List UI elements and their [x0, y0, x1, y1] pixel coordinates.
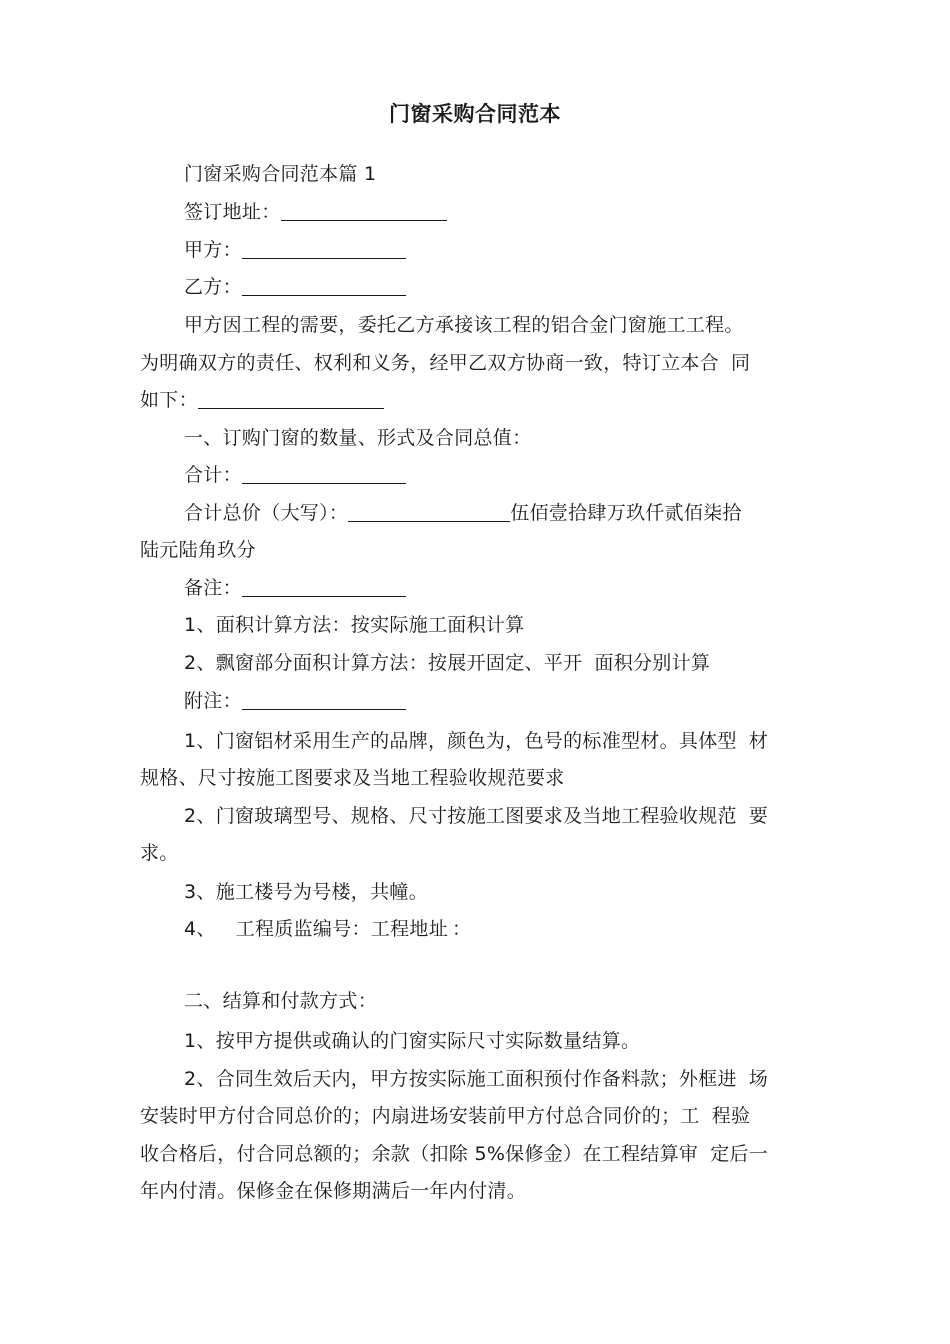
- total-label: 合计：: [184, 464, 242, 486]
- appendix-item-2-text: 2、门窗玻璃型号、规格、尺寸按施工图要求及当地工程验收规范: [184, 805, 737, 827]
- party-b-label: 乙方：: [184, 276, 242, 298]
- payment-item-2-line-3: [140, 1141, 768, 1167]
- intro-line-2-tail: 同: [731, 352, 751, 374]
- party-a-blank: [242, 238, 406, 259]
- appendix-item-4-num: 4、: [184, 918, 216, 940]
- party-a-label: 甲方：: [184, 239, 242, 261]
- payment-item-2-line-1-text: 2、合同生效后天内，甲方按实际施工面积预付作备料款；外框进: [184, 1068, 737, 1090]
- remark-item-2-b: 面积分别计算: [594, 652, 711, 674]
- payment-item-1: 1、按甲方提供或确认的门窗实际尺寸实际数量结算。: [184, 1030, 641, 1052]
- party-a-row: [184, 237, 406, 263]
- intro-blank: [198, 388, 384, 409]
- section-2-heading: 二、结算和付款方式：: [184, 990, 378, 1012]
- party-b-row: [184, 274, 406, 300]
- payment-item-2-line-3-text: 收合格后，付合同总额的；余款（扣除 5%保修金）在工程结算审: [140, 1143, 699, 1165]
- payment-item-2-line-2: [140, 1103, 750, 1129]
- section-title: 门窗采购合同范本篇 1: [184, 163, 377, 185]
- payment-item-2-line-2-text: 安装时甲方付合同总价的；内扇进场安装前甲方付总合同价的；工: [140, 1105, 700, 1127]
- payment-item-2-line-3-tail: 定后一: [710, 1143, 769, 1165]
- appendix-item-2-line-1: [184, 803, 768, 829]
- remark-item-2: [184, 650, 710, 676]
- payment-item-2-line-4: 年内付清。保修金在保修期满后一年内付清。: [140, 1180, 527, 1202]
- appendix-item-4-colon: ：: [452, 918, 472, 940]
- document-title: 门窗采购合同范本: [389, 102, 561, 126]
- appendix-item-2-tail: 要: [748, 805, 769, 827]
- appendix-label: 附注：: [184, 690, 242, 712]
- appendix-item-4-text: 工程质监编号：工程地址: [235, 918, 449, 940]
- total-price-value-cont: 陆元陆角玖分: [140, 539, 256, 561]
- appendix-item-1-line-2: 规格、尺寸按施工图要求及当地工程验收规范要求: [140, 767, 565, 789]
- appendix-item-4: [184, 916, 471, 942]
- total-price-label: 合计总价（大写）：: [184, 502, 349, 524]
- total-blank: [242, 463, 406, 484]
- section-1-heading: 一、订购门窗的数量、形式及合同总值：: [184, 427, 532, 449]
- appendix-item-2-line-2: 求。: [140, 842, 179, 864]
- intro-line-1: 甲方因工程的需要，委托乙方承接该工程的铝合金门窗施工工程。: [184, 314, 744, 336]
- intro-line-2-text: 为明确双方的责任、权利和义务，经甲乙双方协商一致，特订立本合: [140, 352, 720, 374]
- appendix-item-1-text: 1、门窗铝材采用生产的品牌，颜色为，色号的标准型材。具体型: [184, 730, 737, 752]
- sign-place-blank: [281, 200, 447, 221]
- payment-item-2-line-1-tail: 场: [748, 1068, 769, 1090]
- total-price-blank: [348, 501, 510, 522]
- total-price-row: [184, 500, 742, 526]
- total-row: [184, 462, 406, 488]
- remark-blank: [242, 576, 406, 597]
- intro-line-2: [140, 350, 750, 376]
- party-b-blank: [242, 275, 406, 296]
- remark-label: 备注：: [184, 577, 242, 599]
- remark-item-2-a: 2、飘窗部分面积计算方法：按展开固定、平开: [184, 652, 583, 674]
- appendix-item-1-tail: 材: [748, 730, 769, 752]
- appendix-item-1-line-1: [184, 728, 768, 754]
- intro-line-3: [140, 387, 384, 413]
- remark-item-1: 1、面积计算方法：按实际施工面积计算: [184, 614, 525, 636]
- remark-row: [184, 575, 406, 601]
- intro-line-3-text: 如下：: [140, 389, 198, 411]
- sign-place-row: [184, 199, 447, 225]
- appendix-item-3: 3、施工楼号为号楼，共幢。: [184, 881, 428, 903]
- total-price-value: 伍佰壹拾肆万玖仟贰佰柒拾: [510, 502, 742, 524]
- appendix-row: [184, 688, 406, 714]
- sign-place-label: 签订地址：: [184, 201, 281, 223]
- payment-item-2-line-2-tail: 程验: [711, 1105, 751, 1127]
- payment-item-2-line-1: [184, 1066, 768, 1092]
- appendix-blank: [242, 689, 406, 710]
